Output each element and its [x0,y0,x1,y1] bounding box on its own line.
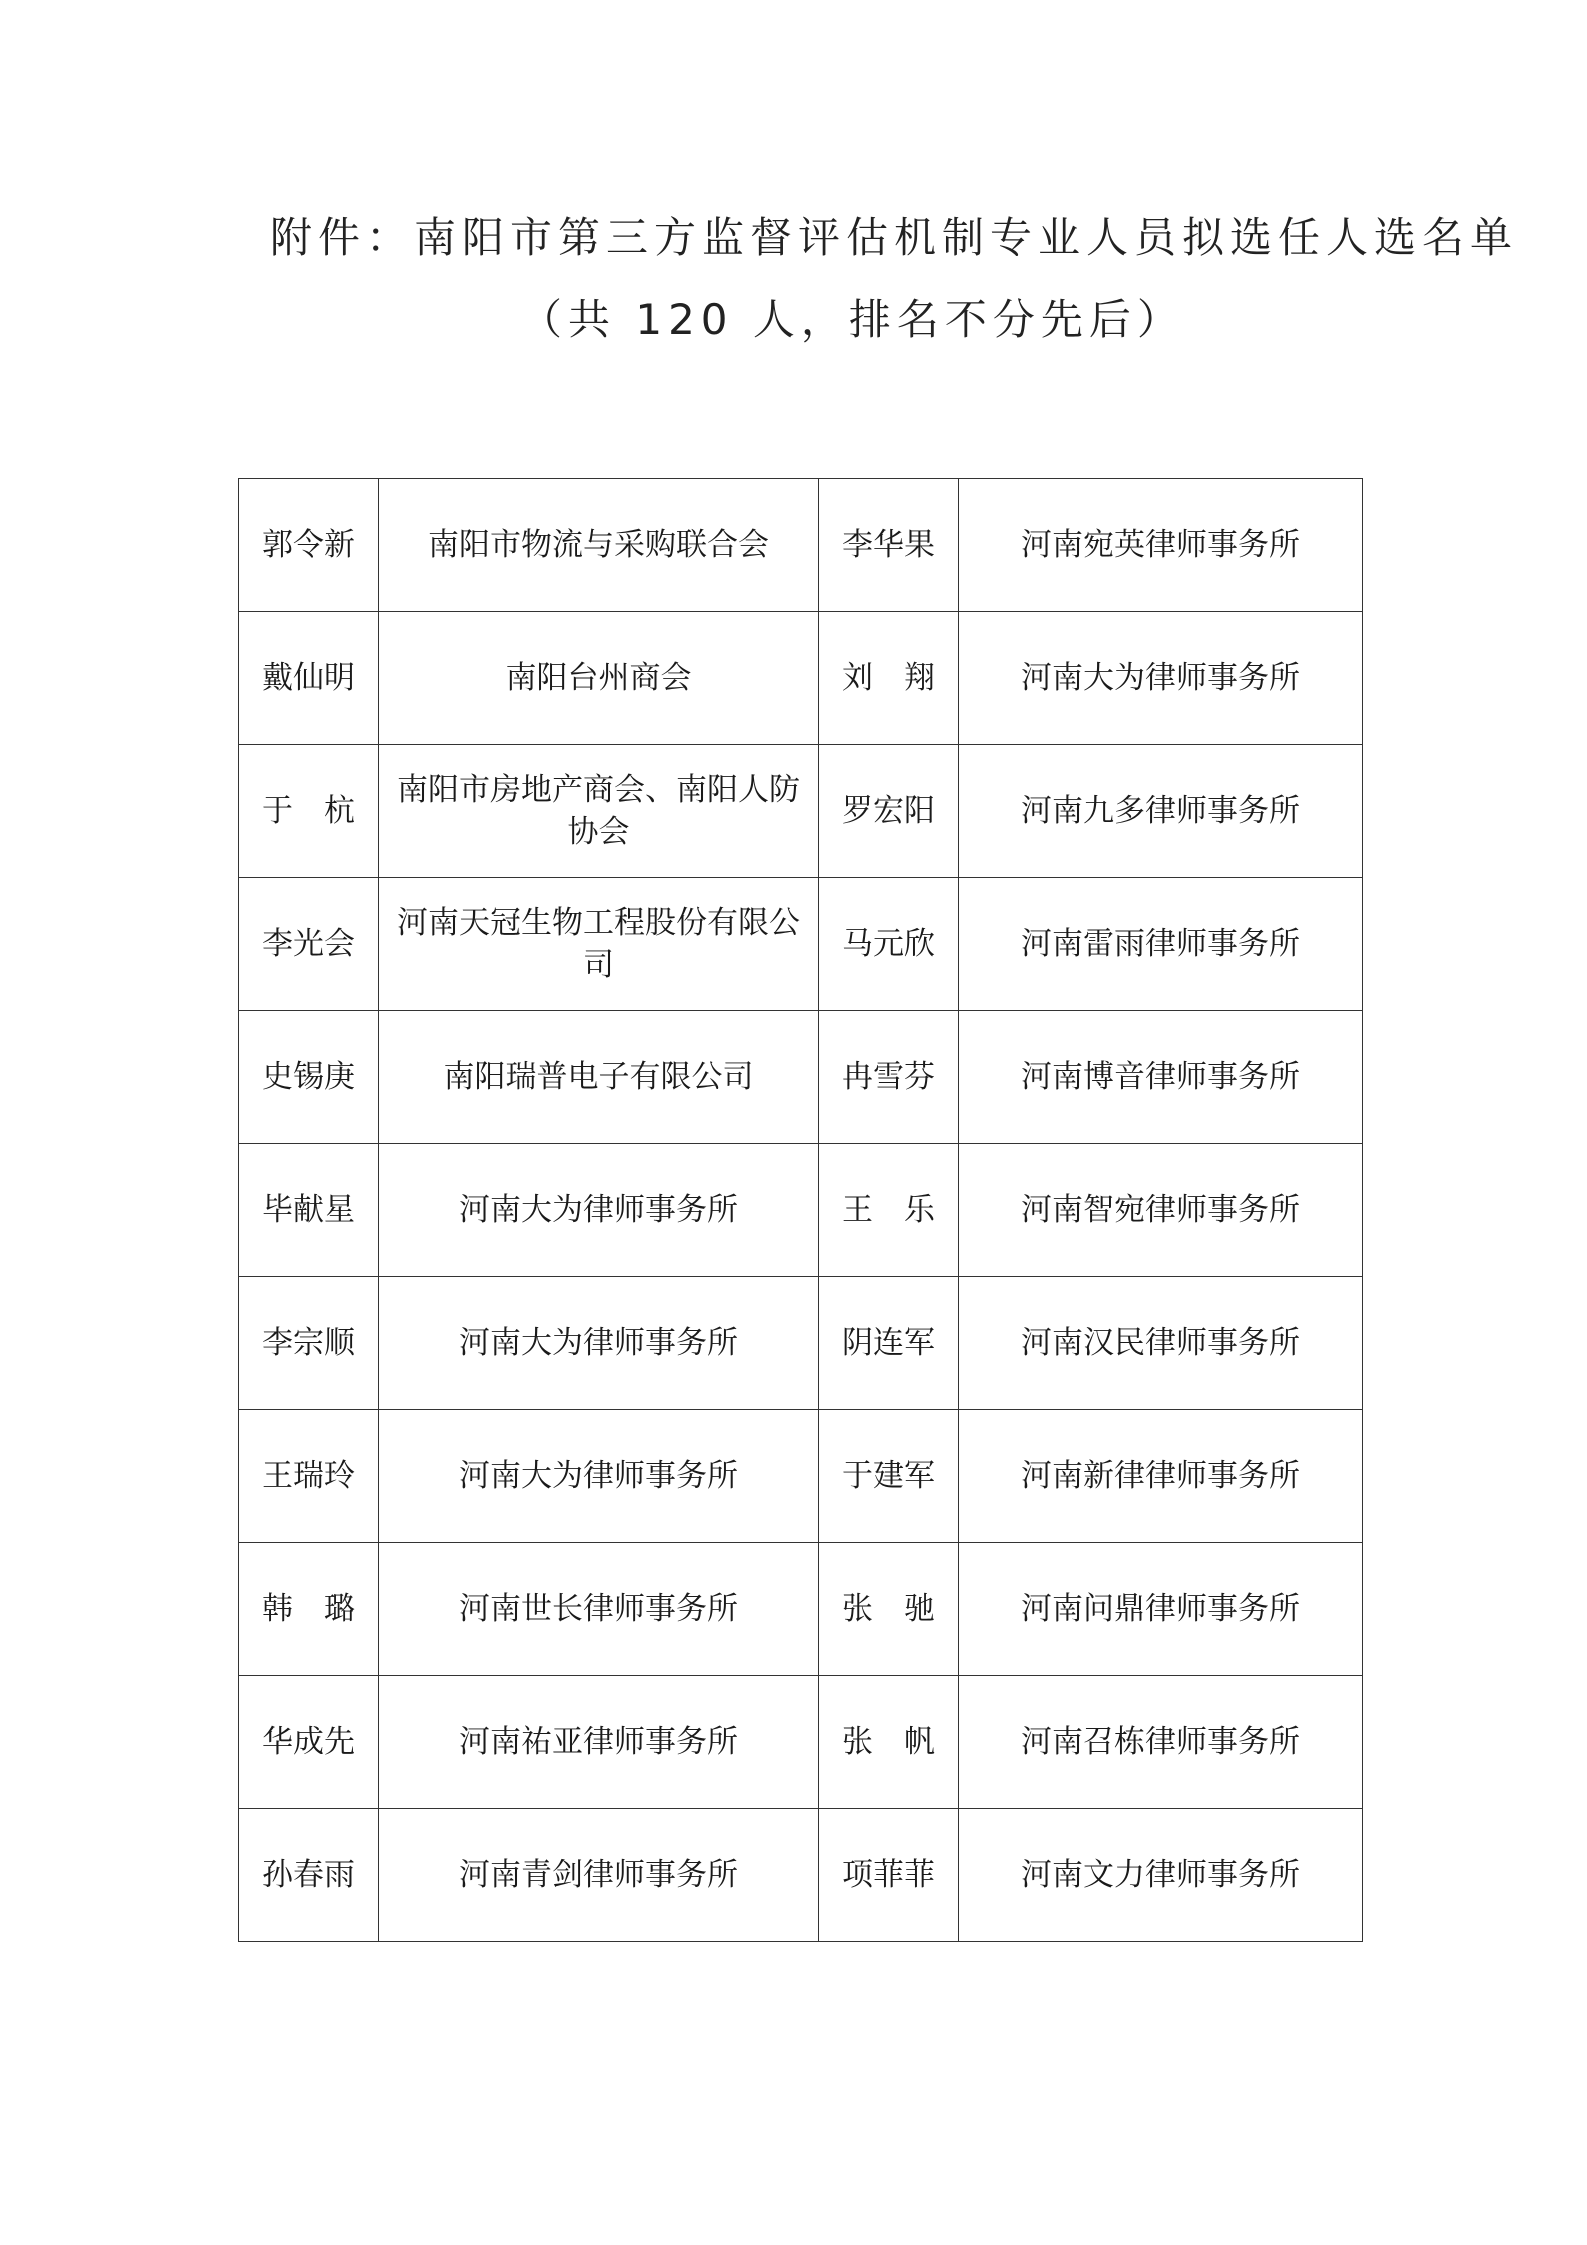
org-cell-left: 河南天冠生物工程股份有限公司 [379,878,819,1011]
name-cell-left: 戴仙明 [239,612,379,745]
org-cell-left: 河南世长律师事务所 [379,1543,819,1676]
table-row [239,745,1363,878]
name-cell-left: 郭令新 [239,479,379,612]
org-cell-left: 河南大为律师事务所 [379,1144,819,1277]
table-row [239,1144,1363,1277]
table-row [239,1676,1363,1809]
name-cell-right: 张 驰 [819,1543,959,1676]
org-cell-left: 河南青剑律师事务所 [379,1809,819,1942]
org-cell-left: 南阳瑞普电子有限公司 [379,1011,819,1144]
org-cell-right: 河南九多律师事务所 [959,745,1363,878]
org-cell-left: 南阳市房地产商会、南阳人防协会 [379,745,819,878]
table-row [239,1543,1363,1676]
name-cell-right: 阴连军 [819,1277,959,1410]
name-cell-right: 于建军 [819,1410,959,1543]
org-cell-right: 河南大为律师事务所 [959,612,1363,745]
org-cell-right: 河南文力律师事务所 [959,1809,1363,1942]
table-row [239,612,1363,745]
name-cell-right: 罗宏阳 [819,745,959,878]
org-cell-left: 河南大为律师事务所 [379,1277,819,1410]
table-row [239,878,1363,1011]
org-cell-left: 南阳市物流与采购联合会 [379,479,819,612]
name-cell-left: 孙春雨 [239,1809,379,1942]
document-title: 附件：南阳市第三方监督评估机制专业人员拟选任人选名单 [270,213,1519,262]
name-cell-left: 华成先 [239,1676,379,1809]
org-cell-right: 河南宛英律师事务所 [959,479,1363,612]
name-cell-right: 项菲菲 [819,1809,959,1942]
org-cell-right: 河南雷雨律师事务所 [959,878,1363,1011]
name-cell-left: 毕献星 [239,1144,379,1277]
name-cell-left: 王瑞玲 [239,1410,379,1543]
name-cell-left: 李光会 [239,878,379,1011]
org-cell-left: 南阳台州商会 [379,612,819,745]
table-row [239,1277,1363,1410]
table-row [239,1011,1363,1144]
table-row [239,1410,1363,1543]
name-cell-left: 韩 璐 [239,1543,379,1676]
name-cell-right: 刘 翔 [819,612,959,745]
name-cell-left: 史锡庚 [239,1011,379,1144]
org-cell-left: 河南大为律师事务所 [379,1410,819,1543]
org-cell-right: 河南新律律师事务所 [959,1410,1363,1543]
table-row [239,1809,1363,1942]
org-cell-right: 河南智宛律师事务所 [959,1144,1363,1277]
org-cell-right: 河南博音律师事务所 [959,1011,1363,1144]
name-cell-right: 冉雪芬 [819,1011,959,1144]
org-cell-right: 河南问鼎律师事务所 [959,1543,1363,1676]
document-subtitle: （共 120 人，排名不分先后） [520,295,1185,344]
org-cell-left: 河南祐亚律师事务所 [379,1676,819,1809]
name-cell-right: 马元欣 [819,878,959,1011]
org-cell-right: 河南召栋律师事务所 [959,1676,1363,1809]
table-row [239,479,1363,612]
name-cell-left: 李宗顺 [239,1277,379,1410]
name-cell-right: 张 帆 [819,1676,959,1809]
name-cell-right: 李华果 [819,479,959,612]
candidate-table [238,478,1363,1942]
org-cell-right: 河南汉民律师事务所 [959,1277,1363,1410]
name-cell-left: 于 杭 [239,745,379,878]
name-cell-right: 王 乐 [819,1144,959,1277]
